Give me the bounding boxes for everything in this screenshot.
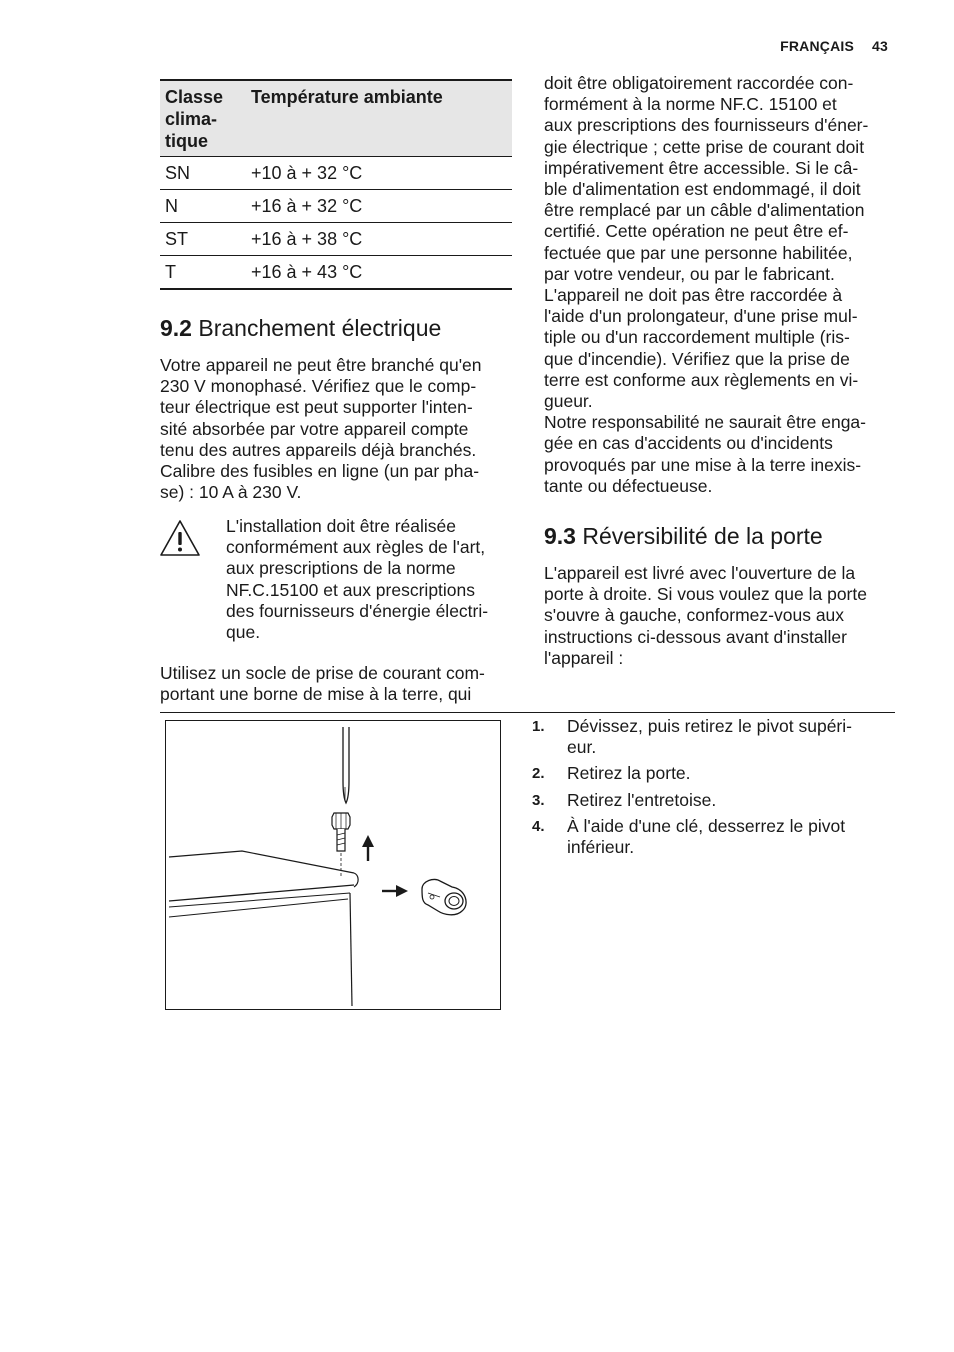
table-cell: N (160, 190, 246, 223)
step-text: Retirez l'entretoise. (567, 789, 717, 810)
section-heading-9-3 (544, 522, 823, 550)
warning-text: L'installation doit être réalisée conformément aux règles de l'art, aux prescriptions de la norme NF.C.15100 et aux prescriptions des fournisseurs d'énergie électri- que. (226, 516, 489, 643)
section-title: Réversibilité de la porte (582, 523, 823, 549)
electrical-paragraph: Votre appareil ne peut être branché qu'en 230 V monophasé. Vérifiez que le comp- teur électrique est peut supporter l'inten- sité absorbée par votre appareil compte tenu des autres appareils déjà branchés. Calibre des fusibles en ligne (un par pha- se) : 10 A à 230 V. (160, 355, 482, 503)
list-item (532, 816, 892, 858)
socket-paragraph: Utilisez un socle de prise de courant com- portant une borne de mise à la terre, qui (160, 663, 485, 705)
step-text: À l'aide d'une clé, desserrez le pivot inférieur. (567, 815, 846, 858)
section-heading-9-2 (160, 314, 441, 342)
reversibility-paragraph: L'appareil est livré avec l'ouverture de la porte à droite. Si vous voulez que la porte s'ouvre à gauche, conformez-vous aux instructions ci-dessous avant d'installer l'appareil : (544, 563, 867, 668)
table-cell: T (160, 256, 246, 290)
table-header-row (160, 80, 512, 157)
table-cell: +16 à + 32 °C (246, 190, 512, 223)
step-number: 4. (532, 817, 545, 835)
warning-triangle-icon (158, 518, 202, 558)
list-item (532, 716, 892, 758)
step-number: 1. (532, 718, 545, 735)
door-hinge-illustration (165, 720, 501, 1010)
table-cell: +10 à + 32 °C (246, 157, 512, 190)
divider (160, 712, 895, 713)
table-cell: +16 à + 38 °C (246, 223, 512, 256)
table-row (160, 190, 512, 223)
page-number: 43 (872, 38, 888, 54)
table-row (160, 157, 512, 190)
climate-class-table (160, 79, 512, 290)
instruction-steps (532, 716, 892, 863)
table-cell: +16 à + 43 °C (246, 256, 512, 290)
table-row (160, 223, 512, 256)
column-header-class: Classe clima- tique (160, 80, 246, 157)
step-text: Dévissez, puis retirez le pivot supéri- eur. (567, 716, 852, 758)
table-row (160, 256, 512, 290)
step-text: Retirez la porte. (567, 763, 691, 784)
section-label: FRANÇAIS (780, 38, 855, 54)
table-cell: ST (160, 223, 246, 256)
step-number: 2. (532, 765, 545, 783)
section-number: 9.3 (544, 523, 576, 549)
page-header (780, 38, 888, 54)
list-item (532, 790, 892, 811)
column-header-temperature: Température ambiante (246, 80, 512, 157)
table-cell: SN (160, 157, 246, 190)
continued-paragraph: doit être obligatoirement raccordée con- formément à la norme NF.C. 15100 et aux prescriptions des fournisseurs d'éner- gie électrique ; cette prise de courant doit impérativement être accessible. Si le câ- ble d'alimentation est endommagé, il doit être remplacé par un câble d'alimentation certifié. Cette opération ne peut être ef- fectuée que par une personne habilitée, par votre vendeur, ou par le fabricant. L'appareil ne doit pas être raccordée à l'aide d'un prolongateur, d'une prise mul- tiple ou d'un raccordement multiple (ris- que d'incendie). Vérifiez que la prise de terre est conforme aux règlements en vi- gueur. Notre responsabilité ne saurait être enga- gée en cas d'accidents ou d'incidents provoqués par une mise à la terre inexis- tante ou défectueuse. (544, 73, 869, 496)
section-number: 9.2 (160, 315, 192, 341)
section-title: Branchement électrique (198, 315, 442, 341)
step-number: 3. (532, 791, 545, 809)
list-item (532, 763, 892, 784)
